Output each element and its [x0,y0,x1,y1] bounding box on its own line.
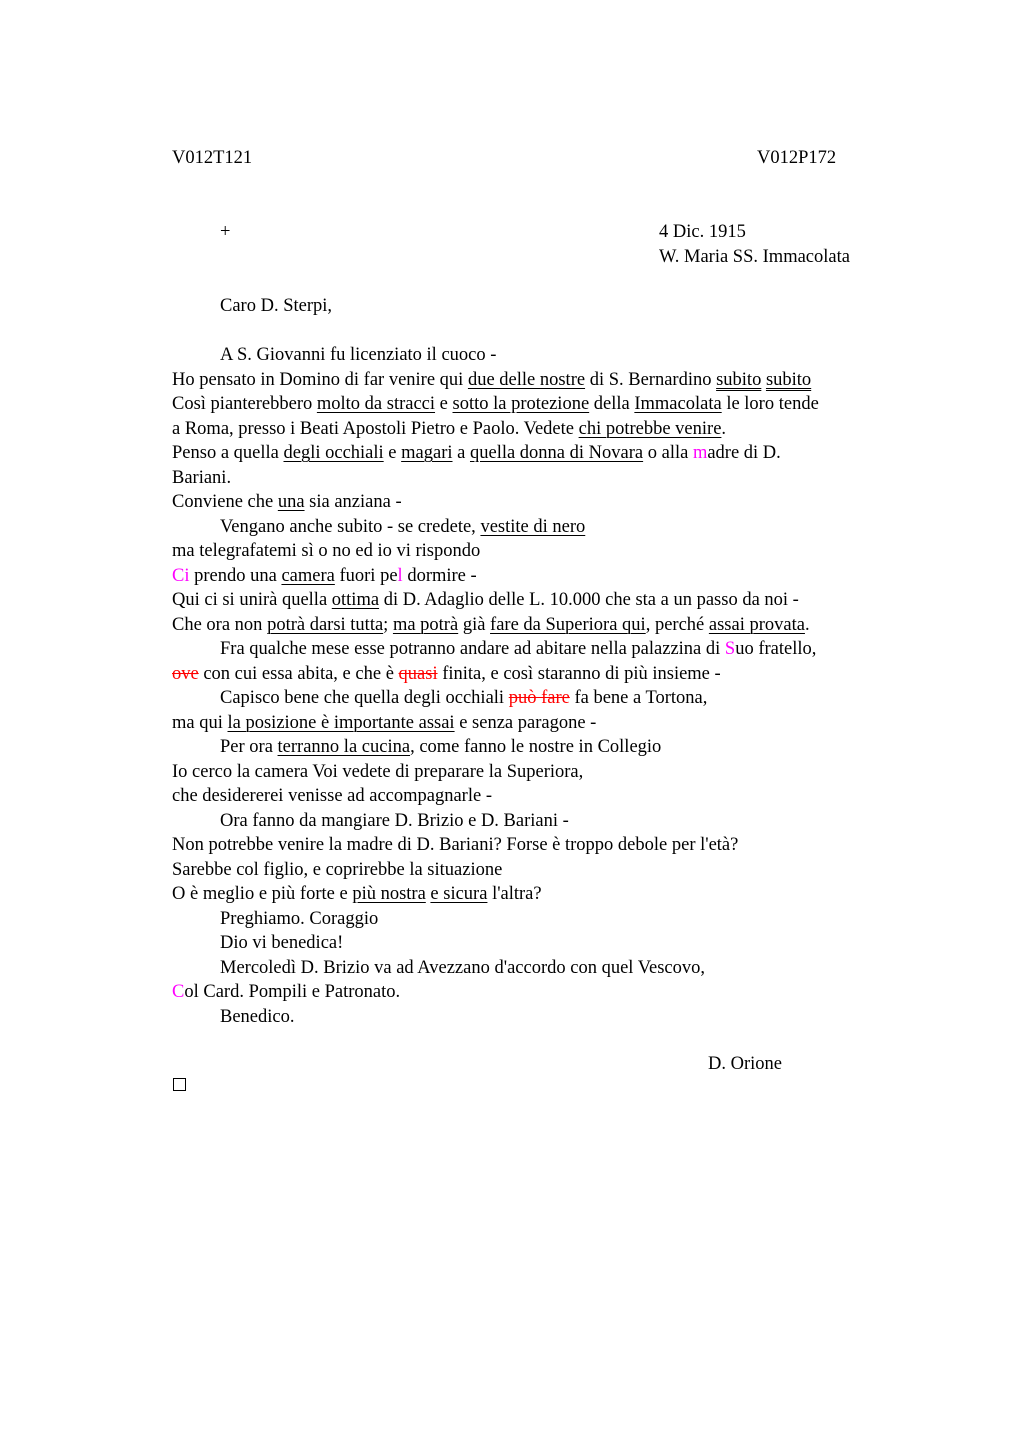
letter-line [220,686,707,710]
letter-date: 4 Dic. 1915 [659,222,746,242]
letter-line [172,368,811,392]
double-underlined-text: subito [716,369,762,390]
underlined-text: chi potrebbe venire [578,418,722,439]
underlined-text: più nostra [352,884,426,904]
letter-line [172,760,583,784]
letter-line [172,784,492,808]
text-segment: uo fratello, [735,639,817,659]
text-segment: a [452,443,470,463]
underlined-text: la posizione è importante assai [227,712,455,733]
letter-line [172,980,400,1004]
underlined-text: due delle nostre [467,369,586,390]
text-segment: Io cerco la camera Voi vedete di preparare la Superiora, [172,761,584,782]
text-segment: e [435,394,453,414]
letter-invocation: W. Maria SS. Immacolata [659,247,850,267]
text-segment: Vengano anche subito - se credete, [220,516,481,537]
checkbox-square-icon [173,1078,186,1091]
underlined-text: magari [401,443,453,463]
text-segment: Bariani. [172,467,232,488]
text-segment: prendo una [189,565,282,586]
text-segment: dormire - [402,565,477,586]
letter-greeting: Caro D. Sterpi, [220,296,333,316]
underlined-text: e sicura [430,884,488,904]
text-segment: Benedico. [220,1006,295,1027]
letter-line [220,735,661,759]
text-segment: Qui ci si unirà quella [172,590,332,610]
underlined-text: terranno la cucina [277,737,411,757]
text-segment: Per ora [220,737,278,757]
letter-line [172,417,726,441]
text-segment: già [458,614,491,635]
text-segment: Ho pensato in Domino di far venire qui [172,369,468,390]
underlined-text: potrà darsi tutta [267,614,384,635]
letter-line [220,637,816,661]
document-code-left: V012T121 [172,148,253,168]
underlined-text: sotto la protezione [452,394,590,414]
text-segment: fuori pe [334,565,398,586]
text-segment: ma telegrafatemi sì o no ed io vi rispondo [172,541,481,561]
text-segment: a Roma, presso i Beati Apostoli Pietro e Paolo. Vedete [172,418,579,439]
letter-line [172,858,502,882]
double-underlined-text: subito [765,369,812,390]
letter-line [172,833,738,857]
letter-line [172,490,402,514]
text-segment: finita, e così staranno di più insieme - [437,663,721,684]
text-segment: le loro tende [721,394,819,414]
text-segment: . [721,418,727,439]
letter-line [220,343,496,367]
underlined-text: una [277,492,305,512]
text-segment: Ora fanno da mangiare D. Brizio e D. Bariani - [220,810,569,831]
underlined-text: ottima [331,590,380,610]
text-segment: Conviene che [172,492,278,512]
highlighted-letter: l [397,565,403,586]
letter-line [220,931,343,955]
document-code-right: V012P172 [757,148,837,168]
letter-line [220,956,705,980]
text-segment: e [383,443,402,463]
struck-through-text: può fare [508,688,570,708]
text-segment: della [589,394,635,414]
text-segment: o alla [643,443,693,463]
underlined-text: camera [281,565,335,586]
text-segment: che desidererei venisse ad accompagnarle - [172,786,492,806]
letter-line [172,711,596,735]
letter-line [172,564,477,588]
underlined-text: Immacolata [634,394,722,414]
text-segment: Capisco bene che quella degli occhiali [220,688,509,708]
text-segment: Fra qualche mese esse potranno andare ad abitare nella palazzina di [220,639,725,659]
highlighted-letter: S [724,639,736,659]
letter-line [220,809,569,833]
text-segment: con cui essa abita, e che è [198,663,399,684]
struck-through-text: quasi [398,663,438,684]
letter-line [172,613,810,637]
highlighted-letter: C [172,982,185,1002]
text-segment: Mercoledì D. Brizio va ad Avezzano d'accordo con quel Vescovo, [220,957,706,978]
text-segment: di S. Bernardino [585,369,717,390]
text-segment: , come fanno le nostre in Collegio [410,737,662,757]
underlined-text: assai provata [708,614,805,635]
letter-line [172,882,542,906]
underlined-text: vestite di nero [480,516,586,537]
letter-line [172,441,781,465]
text-segment: ; [383,614,393,635]
underlined-text: ma potrà [392,614,459,635]
letter-line [172,466,231,490]
text-segment: e senza paragone - [454,712,597,733]
text-segment: sia anziana - [304,492,402,512]
letter-line [172,588,799,612]
underlined-text: molto da stracci [316,394,436,414]
underlined-text: degli occhiali [283,443,384,463]
highlighted-letter: m [692,443,708,463]
letter-line [172,662,721,686]
text-segment: adre di D. [707,443,781,463]
letter-line [220,1005,295,1029]
highlighted-letter: Ci [172,565,190,586]
letter-line [172,539,480,563]
text-segment: Non potrebbe venire la madre di D. Bariani? Forse è troppo debole per l'età? [172,835,739,855]
letter-line [172,392,819,416]
underlined-text: quella donna di Novara [469,443,644,463]
cross-symbol: + [220,222,231,242]
text-segment: l'altra? [487,884,542,904]
text-segment: Penso a quella [172,443,284,463]
text-segment: O è meglio e più forte e [172,884,353,904]
letter-signature: D. Orione [708,1054,782,1074]
text-segment: Così pianterebbero [172,394,317,414]
text-segment: Sarebbe col figlio, e coprirebbe la situazione [172,859,503,880]
text-segment: A S. Giovanni fu licenziato il cuoco - [220,345,497,365]
text-segment: Dio vi benedica! [220,933,344,953]
text-segment: . [804,614,810,635]
text-segment: ma qui [172,712,228,733]
text-segment: ol Card. Pompili e Patronato. [184,982,401,1002]
letter-line [220,907,378,931]
underlined-text: fare da Superiora qui [490,614,646,635]
text-segment: Preghiamo. Coraggio [220,908,379,929]
text-segment: di D. Adaglio delle L. 10.000 che sta a un passo da noi - [379,590,799,610]
struck-through-text: ove [172,663,199,684]
text-segment: Che ora non [172,614,268,635]
text-segment: fa bene a Tortona, [569,688,708,708]
text-segment: , perché [645,614,709,635]
letter-line [220,515,585,539]
